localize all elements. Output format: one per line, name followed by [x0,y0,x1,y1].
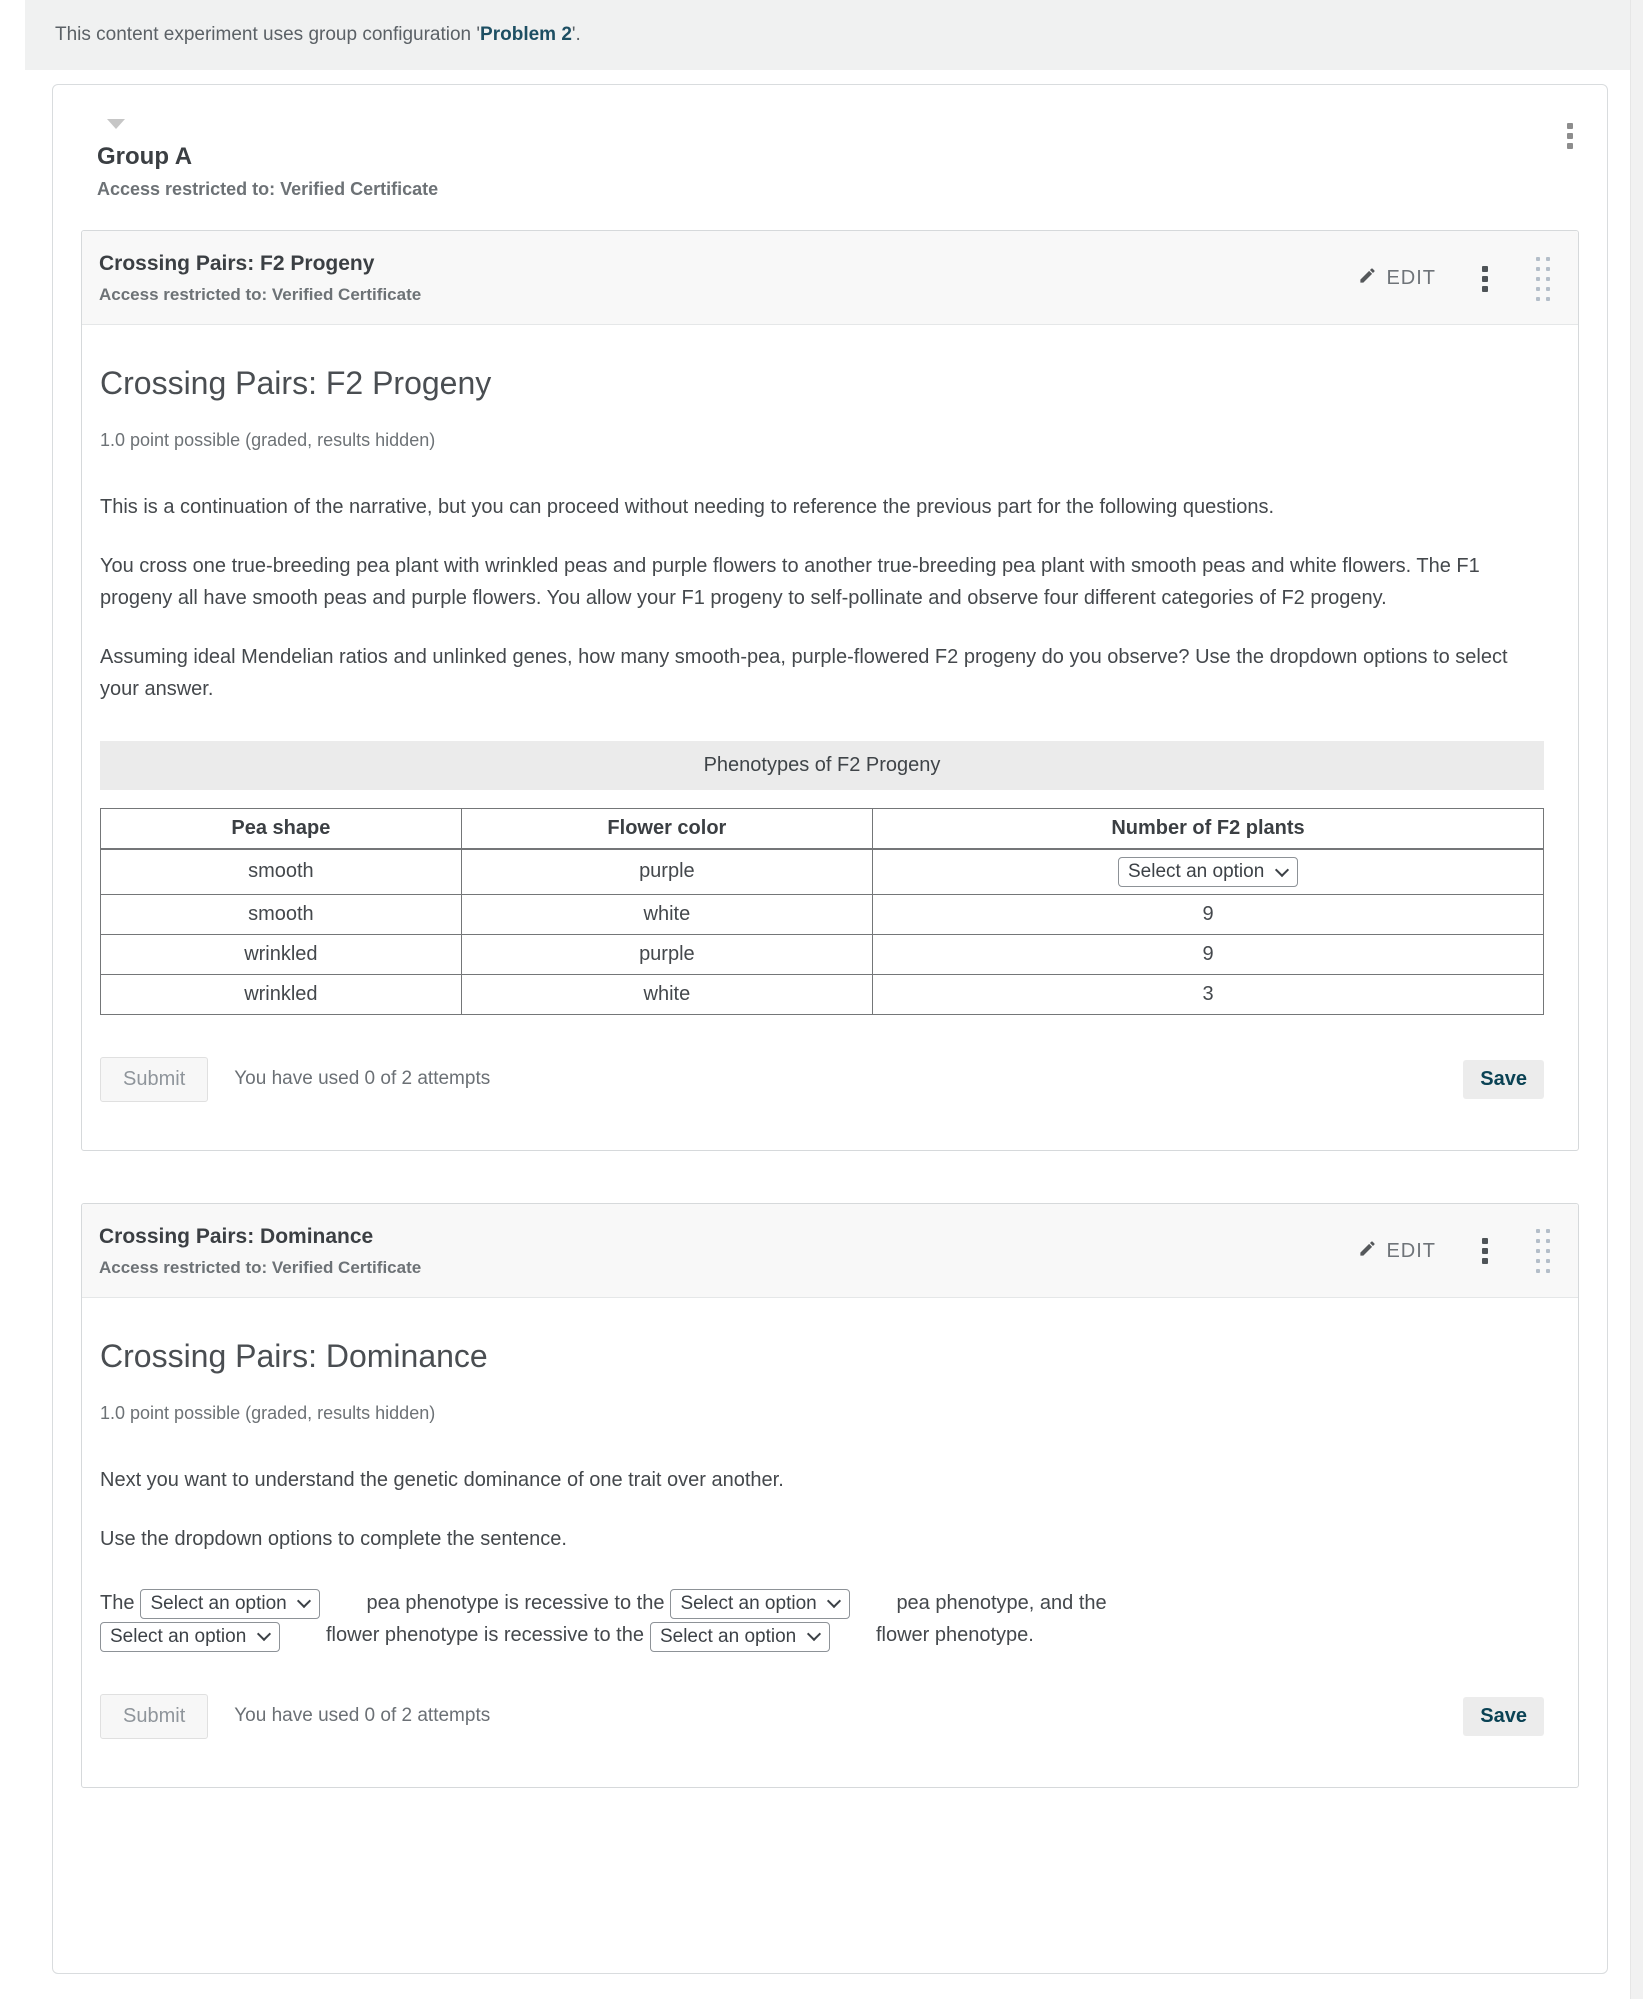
pea-recessive-dropdown[interactable] [140,1589,320,1619]
group-configuration-link[interactable]: Problem 2 [480,24,572,45]
unit-access-note: Access restricted to: Verified Certificate [99,1257,422,1277]
chevron-down-icon [670,1587,850,1619]
problem-title: Crossing Pairs: F2 Progeny [100,365,492,401]
unit-header-controls [1358,255,1552,303]
group-access-note: Access restricted to: Verified Certificate [97,179,439,199]
table-row [101,849,1544,895]
problem-paragraph: This is a continuation of the narrative, but you can proceed without needing to reference the previous part for the following questions. [100,496,1275,518]
group-kebab-menu-icon[interactable] [1563,119,1577,153]
cloze-text: flower phenotype is recessive to the [326,1624,644,1647]
chevron-down-icon [100,1620,280,1652]
column-header-pea-shape: Pea shape [101,809,462,849]
action-row [100,1057,1544,1102]
unit-kebab-menu-icon[interactable] [1478,262,1492,296]
column-header-flower-color: Flower color [461,809,872,849]
scrollbar[interactable] [1630,0,1643,1999]
problem-paragraph: Next you want to understand the genetic dominance of one trait over another. [100,1468,784,1491]
cloze-text: pea phenotype, and the [896,1591,1107,1614]
edit-label: EDIT [1386,1239,1436,1262]
action-row [100,1694,1544,1739]
cell-pea-shape: smooth [101,849,462,895]
attempts-note: You have used 0 of 2 attempts [234,1705,491,1727]
cell-answer: 9 [873,894,1544,934]
unit-dominance [81,1203,1579,1788]
unit-header [82,231,1578,325]
unit-header-controls [1358,1227,1552,1275]
unit-header-left [99,252,421,305]
unit-body [82,1298,1578,1787]
flower-recessive-dropdown[interactable] [100,1622,280,1652]
edit-button[interactable] [1358,266,1436,291]
submit-button[interactable]: Submit [100,1057,208,1102]
table-row [101,974,1544,1014]
cloze-text: pea phenotype is recessive to the [366,1591,665,1614]
cell-flower-color: white [461,894,872,934]
cell-pea-shape: smooth [101,894,462,934]
chevron-down-icon [140,1587,320,1619]
points-note: 1.0 point possible (graded, results hidden) [100,1402,436,1423]
chevron-down-icon [650,1620,830,1652]
group-title: Group A [97,143,193,170]
unit-access-note: Access restricted to: Verified Certificate [99,285,422,304]
unit-body [82,325,1578,1150]
collapse-caret-icon[interactable] [107,119,125,129]
attempts-note: You have used 0 of 2 attempts [234,1068,491,1089]
chevron-down-icon [1118,857,1298,887]
cloze-text: flower phenotype. [875,1624,1034,1647]
save-button[interactable]: Save [1463,1697,1544,1736]
unit-kebab-menu-icon[interactable] [1478,1234,1492,1268]
banner-text-prefix: This content experiment uses group configuration ' [55,24,481,45]
unit-header-title: Crossing Pairs: F2 Progeny [99,252,375,275]
table-row [101,934,1544,974]
cloze-text: The [100,1591,135,1614]
drag-handle-icon[interactable] [1534,255,1552,303]
cell-pea-shape: wrinkled [101,974,462,1014]
cell-flower-color: white [461,974,872,1014]
group-a-card [52,84,1608,1974]
banner-text-suffix: '. [571,24,581,45]
problem-paragraph: Assuming ideal Mendelian ratios and unlinked genes, how many smooth-pea, purple-flowered F2 progeny do you observe? Use the dropdown options to select your answer. [100,646,1508,700]
flower-dominant-dropdown[interactable] [650,1622,830,1652]
cell-pea-shape: wrinkled [101,934,462,974]
f2-count-dropdown[interactable] [1118,857,1298,887]
content-experiment-container [25,84,1630,1974]
column-header-number-f2: Number of F2 plants [873,809,1544,849]
problem-paragraph: Use the dropdown options to complete the sentence. [100,1527,567,1550]
table-caption: Phenotypes of F2 Progeny [100,741,1544,790]
table-header-row [101,809,1544,849]
pencil-icon [1358,1239,1377,1264]
f2-progeny-table [100,808,1544,1015]
cell-flower-color: purple [461,849,872,895]
pencil-icon [1358,266,1377,291]
unit-header-title: Crossing Pairs: Dominance [99,1224,374,1248]
cloze-sentence [100,1587,1544,1652]
table-row [101,894,1544,934]
cell-answer: 9 [873,934,1544,974]
edit-label: EDIT [1386,267,1436,289]
experiment-banner [25,0,1630,70]
cell-answer: 3 [873,974,1544,1014]
points-note: 1.0 point possible (graded, results hidden) [100,430,436,450]
save-button[interactable]: Save [1463,1060,1544,1099]
submit-button[interactable]: Submit [100,1694,208,1739]
cell-answer [873,849,1544,895]
problem-title: Crossing Pairs: Dominance [100,1337,488,1374]
unit-header-left [99,1225,421,1278]
problem-paragraph: You cross one true-breeding pea plant with wrinkled peas and purple flowers to another true-breeding pea plant with smooth peas and white flowers. The F1 progeny all have smooth peas and purple flowers. You allow your F1 progeny to self-pollinate and observe four different categories of F2 progeny. [100,555,1480,609]
cell-flower-color: purple [461,934,872,974]
edit-button[interactable] [1358,1239,1436,1264]
unit-f2-progeny [81,230,1579,1151]
pea-dominant-dropdown[interactable] [670,1589,850,1619]
drag-handle-icon[interactable] [1534,1227,1552,1275]
unit-header [82,1204,1578,1298]
